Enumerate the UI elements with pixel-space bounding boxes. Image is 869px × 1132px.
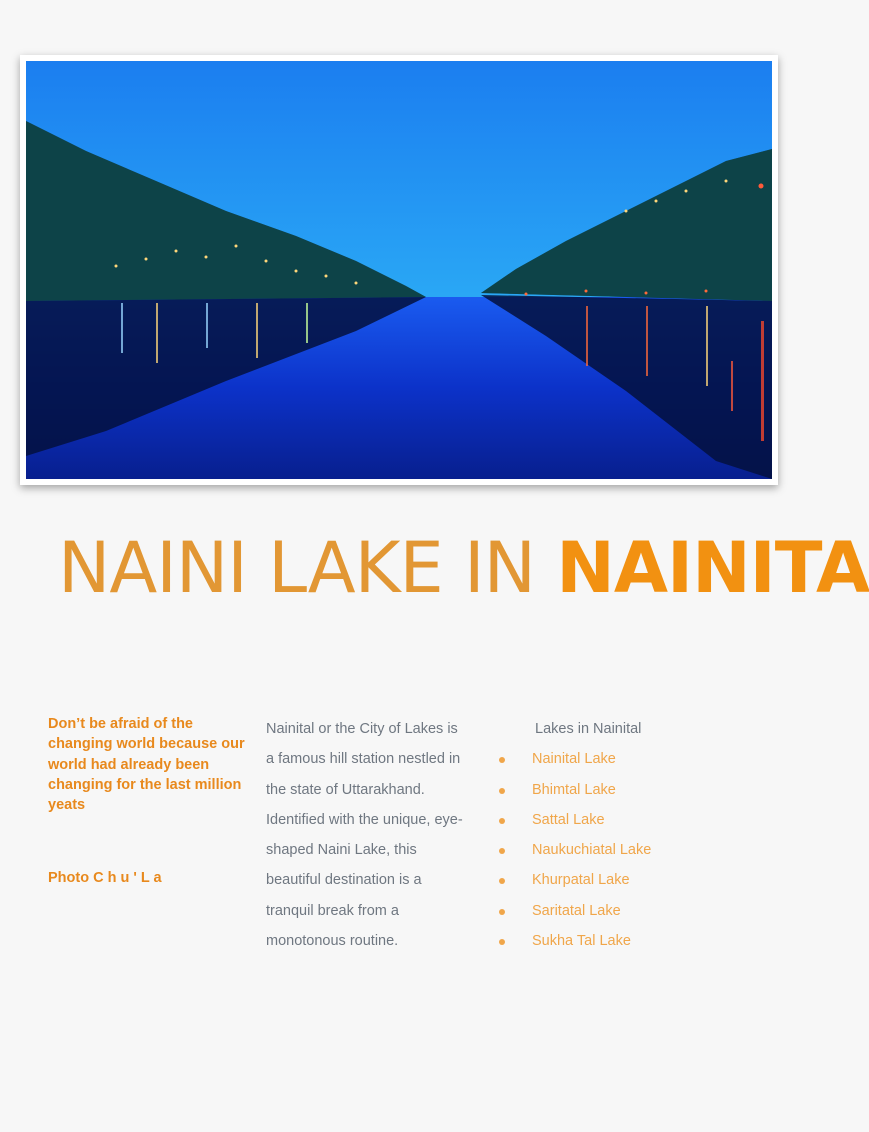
bullet-icon: [499, 848, 505, 854]
page-title: [58, 527, 869, 609]
hero-photo: [26, 61, 772, 479]
list-item-label: Saritatal Lake: [532, 902, 621, 919]
bullet-icon: [499, 818, 505, 824]
pull-quote: Don’t be afraid of the changing world because our world had already been changing for the last million yeats: [48, 716, 245, 814]
list-item: [497, 835, 777, 865]
list-item: [497, 865, 777, 895]
intro-paragraph: Nainital or the City of Lakes is a famous hill station nestled in the state of Uttarakhand. Identified with the unique, eye-shaped Naini Lake, this beautiful destination is a tranquil break from a monotonous routine.: [266, 721, 463, 950]
lakes-list-section: [497, 714, 777, 956]
title-light: NAINI LAKE IN: [58, 527, 557, 609]
hero-photo-frame: [20, 55, 778, 485]
photo-credit: Photo C h u ' L a: [48, 870, 162, 886]
list-item-label: Khurpatal Lake: [532, 872, 630, 889]
bullet-icon: [499, 757, 505, 763]
list-item-label: Sattal Lake: [532, 811, 605, 828]
list-item-label: Sukha Tal Lake: [532, 933, 631, 950]
list-item-label: Nainital Lake: [532, 751, 616, 768]
bullet-icon: [499, 939, 505, 945]
list-item: [497, 744, 777, 774]
list-item-label: Naukuchiatal Lake: [532, 842, 652, 859]
list-item: [497, 805, 777, 835]
bullet-icon: [499, 788, 505, 794]
bullet-icon: [499, 909, 505, 915]
lakes-list: [497, 744, 777, 956]
list-item: [497, 926, 777, 956]
list-item: [497, 775, 777, 805]
list-item: [497, 896, 777, 926]
title-bold: NAINITA: [556, 527, 869, 609]
list-item-label: Bhimtal Lake: [532, 781, 616, 798]
bullet-icon: [499, 878, 505, 884]
lakes-heading: Lakes in Nainital: [535, 721, 642, 737]
